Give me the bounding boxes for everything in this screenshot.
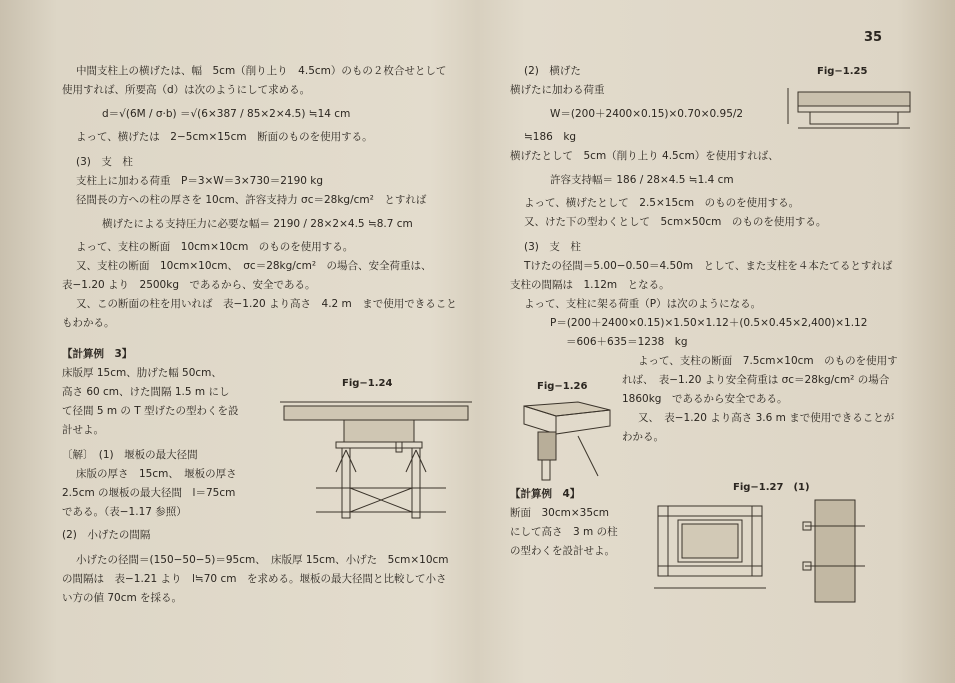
text-line: い方の値 70cm を採る。 <box>62 592 183 604</box>
text-line: 又、けた下の型わくとして 5cm×50cm のものを使用する。 <box>524 216 827 228</box>
text-line: 小げたの径間＝(150−50−5)＝95cm、 床版厚 15cm、小げた 5cm×10cm <box>76 554 449 566</box>
fig-1-27-elevation-diagram <box>795 496 885 606</box>
text-line: 支柱の間隔は 1.12m となる。 <box>510 279 670 291</box>
text-line: 横げたとして 5cm（削り上り 4.5cm）を使用すれば、 <box>510 150 779 162</box>
text-line: 又、支柱の断面 10cm×10cm、 σc＝28kg/cm² の場合、安全荷重は、 <box>76 260 432 272</box>
section-heading: (3) 支 柱 <box>76 156 133 168</box>
section-heading: (2) 横げた <box>524 65 581 77</box>
text-line: もわかる。 <box>62 317 115 329</box>
text-line: 又、この断面の柱を用いれば 表−1.20 より高さ 4.2 m まで使用できること <box>76 298 457 310</box>
text-line: ≒186 kg <box>524 131 577 143</box>
formula-d: d＝√(6M / σ·b) ＝√(6×387 / 85×2×4.5) ≒14 cm <box>102 108 351 120</box>
text-line: れば、 表−1.20 より安全荷重は σc＝28kg/cm² の場合 <box>622 374 890 386</box>
formula-w: W＝(200＋2400×0.15)×0.70×0.95/2 <box>550 108 744 120</box>
formula-support-width: 横げたによる支持圧力に必要な幅＝ 2190 / 28×2×4.5 ≒8.7 cm <box>102 218 413 230</box>
text-line: 床版の厚さ 15cm、 堰板の厚さ <box>76 468 237 480</box>
text-line: 計せよ。 <box>62 424 104 436</box>
section-heading: (2) 小げたの間隔 <box>62 529 151 541</box>
text-line: Tけたの径間＝5.00−0.50＝4.50m として、また支柱を４本たてるとすれば <box>524 260 893 272</box>
text-line: 使用すれば、所要高（d）は次のようにして求める。 <box>62 84 311 96</box>
page-number: 35 <box>864 30 883 45</box>
text-line: 表−1.20 より 2500kg であるから、安全である。 <box>62 279 316 291</box>
text-line: わかる。 <box>622 431 664 443</box>
text-line: よって、横げたは 2−5cm×15cm 断面のものを使用する。 <box>76 131 373 143</box>
text-line: 径間長の方への柱の厚さを 10cm、許容支持力 σc＝28kg/cm² とすれば <box>76 194 427 206</box>
text-line: よって、支柱の断面 10cm×10cm のものを使用する。 <box>76 241 354 253</box>
text-line: 又、 表−1.20 より高さ 3.6 m まで使用できることが <box>638 412 895 424</box>
text-line: 支柱上に加わる荷重 P＝3×W＝3×730＝2190 kg <box>76 175 324 187</box>
text-line: 2.5cm の堰板の最大径間 l＝75cm <box>62 487 236 499</box>
solution-heading: 〔解〕 (1) 堰板の最大径間 <box>62 449 198 461</box>
formula-p2: ＝606＋635＝1238 kg <box>566 336 688 348</box>
text-line: 中間支柱上の横げたは、幅 5cm（削り上り 4.5cm）のもの２枚合せとして <box>76 65 447 77</box>
fig-1-25-diagram <box>780 82 920 142</box>
text-line: である。（表−1.17 参照） <box>62 506 187 518</box>
text-line: て径間 5 m の T 型げたの型わくを設 <box>62 405 239 417</box>
text-line: よって、支柱の断面 7.5cm×10cm のものを使用す <box>638 355 898 367</box>
text-line: 断面 30cm×35cm <box>510 507 610 519</box>
fig-1-27-plan-diagram <box>650 496 770 596</box>
example-3-title: 【計算例 3】 <box>62 348 133 360</box>
text-line: よって、支柱に架る荷重（P）は次のようになる。 <box>524 298 762 310</box>
text-line: の間隔は 表−1.21 より l≒70 cm を求める。堰板の最大径間と比較して小さ <box>62 573 447 585</box>
formula-p1: P＝(200＋2400×0.15)×1.50×1.12＋(0.5×0.45×2,400)×1.12 <box>550 317 868 329</box>
fig-1-26-diagram <box>518 396 618 486</box>
formula-allowable-width: 許容支持幅＝ 186 / 28×4.5 ≒1.4 cm <box>550 174 734 186</box>
text-line: の型わくを設計せよ。 <box>510 545 615 557</box>
fig-1-26-label: Fig−1.26 <box>537 381 588 392</box>
example-4-title: 【計算例 4】 <box>510 488 581 500</box>
text-line: にして高さ 3 m の柱 <box>510 526 618 538</box>
fig-1-24-label: Fig−1.24 <box>342 378 393 389</box>
text-line: 床版厚 15cm、肋げた幅 50cm、 <box>62 367 222 379</box>
fig-1-25-label: Fig−1.25 <box>817 66 868 77</box>
text-line: 1860kg であるから安全である。 <box>622 393 788 405</box>
text-line: 高さ 60 cm、けた間隔 1.5 m にし <box>62 386 230 398</box>
section-heading: (3) 支 柱 <box>524 241 581 253</box>
text-line: 横げたに加わる荷重 <box>510 84 605 96</box>
text-line: よって、横げたとして 2.5×15cm のものを使用する。 <box>524 197 800 209</box>
fig-1-27-label: Fig−1.27 (1) <box>733 482 810 493</box>
fig-1-24-diagram <box>276 392 476 532</box>
